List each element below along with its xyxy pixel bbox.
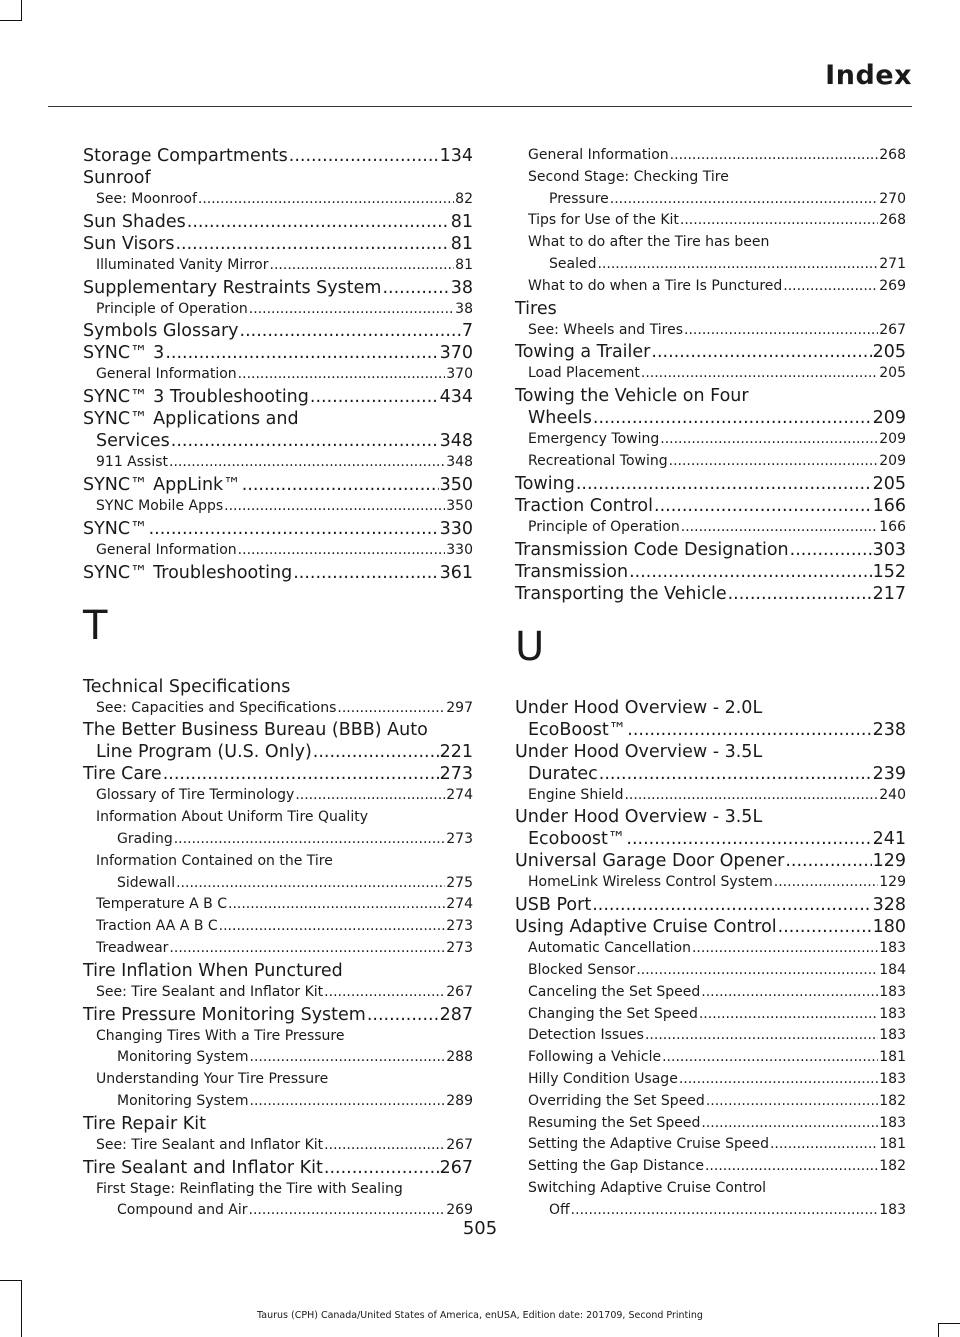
index-entry: Ecoboost™ ..... 241 [515, 828, 906, 850]
index-subentry: Monitoring System ..... 288 [83, 1047, 473, 1069]
index-entry: EcoBoost™ ..... 238 [515, 719, 906, 741]
index-subentry: Illuminated Vanity Mirror ..... 81 [83, 255, 473, 277]
index-subentry: Glossary of Tire Terminology ..... 274 [83, 785, 473, 807]
index-entry: Using Adaptive Cruise Control ..... 180 [515, 916, 906, 938]
index-heading: Under Hood Overview - 3.5L [515, 807, 763, 828]
index-entry: Tire Sealant and Inflator Kit ..... 267 [83, 1157, 473, 1179]
index-subentry: Engine Shield ..... 240 [515, 785, 906, 807]
index-subentry: Overriding the Set Speed ..... 182 [515, 1091, 906, 1113]
index-entry: Towing a Trailer ..... 205 [515, 341, 906, 363]
index-subentry: General Information ..... 268 [515, 145, 906, 167]
index-entry: Transmission ..... 152 [515, 561, 906, 583]
index-subentry: Grading ..... 273 [83, 829, 473, 851]
index-block [83, 145, 473, 584]
index-block [515, 697, 906, 1222]
index-subentry: Recreational Towing ..... 209 [515, 451, 906, 473]
index-subheading: Switching Adaptive Cruise Control [528, 1179, 767, 1196]
index-entry: Traction Control ..... 166 [515, 495, 906, 517]
index-subentry: See: Tire Sealant and Inflator Kit ..... 267 [83, 1135, 473, 1157]
index-subentry: See: Tire Sealant and Inflator Kit ..... 267 [83, 982, 473, 1004]
index-entry: Supplementary Restraints System ..... 38 [83, 277, 473, 299]
index-entry: Sun Shades ..... 81 [83, 211, 473, 233]
index-block [83, 676, 473, 1223]
index-subentry: SYNC Mobile Apps ..... 350 [83, 496, 473, 518]
crop-mark [21, 1280, 22, 1337]
index-subentry: Blocked Sensor ..... 184 [515, 960, 906, 982]
crop-mark [938, 1323, 939, 1337]
index-subentry: Temperature A B C ..... 274 [83, 894, 473, 916]
crop-mark [21, 0, 22, 20]
page-number: 505 [462, 1218, 498, 1239]
index-heading: The Better Business Bureau (BBB) Auto [83, 720, 428, 741]
index-heading: Under Hood Overview - 2.0L [515, 697, 763, 718]
index-subentry: Setting the Gap Distance ..... 182 [515, 1156, 906, 1178]
title-rule [48, 106, 912, 107]
index-entry: Sun Visors ..... 81 [83, 233, 473, 255]
index-subheading: What to do after the Tire has been [528, 234, 770, 251]
index-subheading: First Stage: Reinflating the Tire with Sealing [96, 1180, 403, 1197]
index-subentry: Sidewall ..... 275 [83, 873, 473, 895]
index-subentry: Tips for Use of the Kit ..... 268 [515, 210, 906, 232]
index-entry: Wheels ..... 209 [515, 407, 906, 429]
index-column-left [83, 145, 473, 1222]
index-block [515, 145, 906, 605]
index-subentry: HomeLink Wireless Control System ..... 129 [515, 872, 906, 894]
footer-edition-info: Taurus (CPH) Canada/United States of America, enUSA, Edition date: 201709, Second Printing [257, 1310, 703, 1321]
index-subentry: Emergency Towing ..... 209 [515, 429, 906, 451]
index-entry: SYNC™ 3 Troubleshooting ..... 434 [83, 386, 473, 408]
index-heading: Towing the Vehicle on Four [515, 386, 749, 407]
index-subentry: Automatic Cancellation ..... 183 [515, 938, 906, 960]
index-entry: Towing ..... 205 [515, 473, 906, 495]
index-subentry: Traction AA A B C ..... 273 [83, 916, 473, 938]
index-heading: Tire Repair Kit [83, 1113, 206, 1134]
index-entry: Tire Care ..... 273 [83, 763, 473, 785]
index-entry: SYNC™ ..... 330 [83, 518, 473, 540]
index-entry: Line Program (U.S. Only) ..... 221 [83, 741, 473, 763]
index-entry: Storage Compartments ..... 134 [83, 145, 473, 167]
index-entry: Duratec ..... 239 [515, 763, 906, 785]
index-subheading: Changing Tires With a Tire Pressure [96, 1027, 345, 1044]
crop-mark [0, 1280, 22, 1281]
index-heading: Tires [515, 298, 557, 319]
index-subheading: Information About Uniform Tire Quality [96, 809, 368, 826]
index-entry: SYNC™ AppLink™ ..... 350 [83, 474, 473, 496]
index-entry: Tire Pressure Monitoring System ..... 287 [83, 1004, 473, 1026]
index-subentry: Pressure ..... 270 [515, 189, 906, 211]
index-subentry: Detection Issues ..... 183 [515, 1025, 906, 1047]
index-subentry: 911 Assist ..... 348 [83, 452, 473, 474]
index-subheading: Information Contained on the Tire [96, 852, 333, 869]
index-entry: USB Port ..... 328 [515, 894, 906, 916]
section-letter: T [83, 602, 108, 649]
index-entry: SYNC™ 3 ..... 370 [83, 342, 473, 364]
crop-mark [0, 20, 22, 21]
index-heading: Technical Specifications [83, 676, 291, 697]
index-subentry: Compound and Air ..... 269 [83, 1200, 473, 1222]
index-subentry: Changing the Set Speed ..... 183 [515, 1004, 906, 1026]
index-entry: Transmission Code Designation ..... 303 [515, 539, 906, 561]
index-entry: Transporting the Vehicle ..... 217 [515, 583, 906, 605]
index-subheading: Second Stage: Checking Tire [528, 168, 729, 185]
page-title: Index [825, 60, 912, 91]
index-heading: Under Hood Overview - 3.5L [515, 741, 763, 762]
index-subentry: Sealed ..... 271 [515, 254, 906, 276]
index-subentry: Following a Vehicle ..... 181 [515, 1047, 906, 1069]
index-heading: Tire Inflation When Punctured [83, 960, 343, 981]
index-subentry: Treadwear ..... 273 [83, 938, 473, 960]
index-subheading: Understanding Your Tire Pressure [96, 1071, 329, 1088]
index-subentry: What to do when a Tire Is Punctured ..... 269 [515, 276, 906, 298]
index-entry: Symbols Glossary ..... 7 [83, 320, 473, 342]
index-subentry: Resuming the Set Speed ..... 183 [515, 1113, 906, 1135]
index-subentry: Load Placement ..... 205 [515, 363, 906, 385]
index-column-right [515, 145, 906, 1222]
index-entry: Universal Garage Door Opener ..... 129 [515, 850, 906, 872]
index-entry: SYNC™ Troubleshooting ..... 361 [83, 562, 473, 584]
index-subentry: Setting the Adaptive Cruise Speed ..... 181 [515, 1134, 906, 1156]
index-subentry: General Information ..... 370 [83, 364, 473, 386]
index-subentry: Off ..... 183 [515, 1200, 906, 1222]
crop-mark [938, 1323, 960, 1324]
index-subentry: Hilly Condition Usage ..... 183 [515, 1069, 906, 1091]
index-subentry: Canceling the Set Speed ..... 183 [515, 982, 906, 1004]
section-letter: U [515, 623, 545, 670]
index-subentry: Monitoring System ..... 289 [83, 1091, 473, 1113]
index-heading: SYNC™ Applications and [83, 409, 299, 430]
index-entry: Services ..... 348 [83, 430, 473, 452]
index-subentry: See: Wheels and Tires ..... 267 [515, 320, 906, 342]
index-subentry: General Information ..... 330 [83, 540, 473, 562]
index-subentry: Principle of Operation ..... 166 [515, 517, 906, 539]
index-subentry: See: Moonroof ..... 82 [83, 189, 473, 211]
index-subentry: See: Capacities and Specifications ..... 297 [83, 698, 473, 720]
index-heading: Sunroof [83, 168, 151, 188]
index-subentry: Principle of Operation ..... 38 [83, 299, 473, 321]
